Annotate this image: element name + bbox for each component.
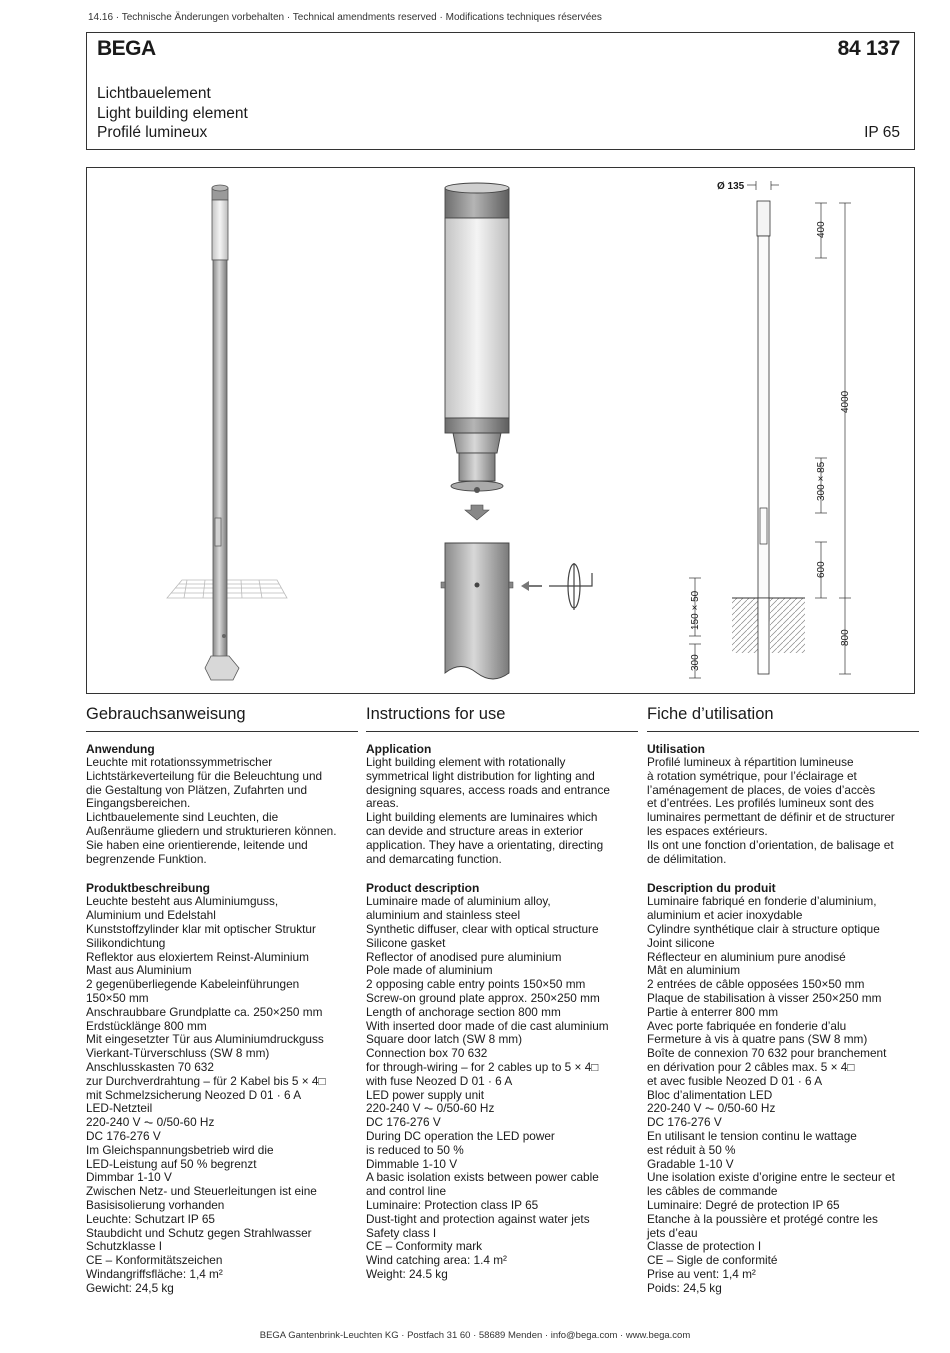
section-title: Description du produit — [647, 881, 776, 896]
text-line: symmetrical light distribution for lighting and — [366, 768, 595, 783]
text-line: Anschlusskasten 70 632 — [86, 1059, 214, 1074]
text-line: Mât en aluminium — [647, 963, 741, 978]
text-line: Gewicht: 24,5 kg — [86, 1280, 174, 1295]
text-line: begrenzende Funktion. — [86, 851, 207, 866]
text-line: Luminaire made of aluminium alloy, — [366, 894, 551, 909]
text-line: Im Gleichspannungsbetrieb wird die — [86, 1142, 274, 1157]
text-line: 220-240 V ⏦ 0/50-60 Hz — [366, 1101, 495, 1116]
text-line: designing squares, access roads and entrance — [366, 782, 610, 797]
text-line: Connection box 70 632 — [366, 1046, 488, 1061]
text-line: 2 gegenüberliegende Kabeleinführungen — [86, 977, 300, 992]
text-line: est réduit à 50 % — [647, 1142, 736, 1157]
text-line: de délimitation. — [647, 851, 727, 866]
text-line: zur Durchverdrahtung – für 2 Kabel bis 5 × 4□ — [86, 1073, 326, 1088]
column-heading: Fiche d’utilisation — [647, 705, 919, 732]
text-line: Wind catching area: 1.4 m² — [366, 1253, 507, 1268]
text-line: Boîte de connexion 70 632 pour branchement — [647, 1046, 887, 1061]
text-line: A basic isolation exists between power cable — [366, 1170, 599, 1185]
text-line: can devide and structure areas in exterior — [366, 823, 584, 838]
text-line: En utilisant le tension continu le wattage — [647, 1128, 857, 1143]
text-line: Luminaire: Protection class IP 65 — [366, 1197, 539, 1212]
text-line: Length of anchorage section 800 mm — [366, 1004, 561, 1019]
text-line: Leuchte besteht aus Aluminiumguss, — [86, 894, 279, 909]
text-line: Erdstücklänge 800 mm — [86, 1018, 207, 1033]
text-line: for through-wiring – for 2 cables up to 5 × 4□ — [366, 1059, 599, 1074]
text-line: Weight: 24.5 kg — [366, 1266, 448, 1281]
text-line: Anschraubbare Grundplatte ca. 250×250 mm — [86, 1004, 323, 1019]
luminaire-head-detail — [445, 183, 509, 520]
dim-400: 400 — [816, 221, 827, 238]
dim-300: 300 — [690, 654, 701, 671]
text-line: Réflecteur en aluminium pure anodisé — [647, 949, 846, 964]
product-header — [86, 32, 915, 150]
text-line: die Gestaltung von Plätzen, Zufahrten und — [86, 782, 308, 797]
text-line: Joint silicone — [647, 935, 715, 950]
text-line: CE – Sigle de conformité — [647, 1253, 778, 1268]
text-line: les câbles de commande — [647, 1184, 778, 1199]
text-line: Dimmbar 1-10 V — [86, 1170, 172, 1185]
section-body — [86, 895, 358, 1295]
text-line: Basisisolierung vorhanden — [86, 1197, 225, 1212]
text-line: jets d’eau — [647, 1225, 698, 1240]
dim-150x50: 150 × 50 — [690, 590, 701, 630]
text-line: Luminaire fabriqué en fonderie d’aluminium, — [647, 894, 877, 909]
text-line: Staubdicht und Schutz gegen Strahlwasser — [86, 1225, 312, 1240]
text-line: à rotation symétrique, pour l’éclairage et — [647, 768, 857, 783]
text-line: Une isolation existe d’origine entre le secteur et — [647, 1170, 895, 1185]
text-line: et avec fusible Neozed D 01 · 6 A — [647, 1073, 823, 1088]
text-line: and control line — [366, 1184, 447, 1199]
text-line: mit Schmelzsicherung Neozed D 01 · 6 A — [86, 1087, 302, 1102]
section-body — [366, 756, 638, 866]
text-line: Zwischen Netz- und Steuerleitungen ist eine — [86, 1184, 317, 1199]
text-line: Light building elements are luminaires which — [366, 810, 598, 825]
section-title: Application — [366, 742, 432, 756]
text-line: Windangriffsfläche: 1,4 m² — [86, 1266, 223, 1281]
product-name-en: Light building element — [97, 105, 248, 122]
text-line: Avec porte fabriquée en fonderie d’alu — [647, 1018, 847, 1033]
text-line: Reflector of anodised pure aluminium — [366, 949, 562, 964]
text-line: Mast aus Aluminium — [86, 963, 192, 978]
text-line: Synthetic diffuser, clear with optical structure — [366, 921, 599, 936]
text-line: DC 176-276 V — [647, 1115, 722, 1130]
drawing-canvas — [87, 168, 916, 695]
text-line: Bloc d’alimentation LED — [647, 1087, 773, 1102]
technical-drawing — [86, 167, 915, 694]
text-line: Plaque de stabilisation à visser 250×250 mm — [647, 990, 882, 1005]
text-line: CE – Conformity mark — [366, 1239, 483, 1254]
text-line: Luminaire: Degré de protection IP 65 — [647, 1197, 840, 1212]
text-line: Leuchte mit rotationssymmetrischer — [86, 755, 273, 769]
text-line: Sie haben eine orientierende, leitende und — [86, 837, 308, 852]
text-line: Mit eingesetzter Tür aus Aluminiumdruckguss — [86, 1032, 324, 1047]
text-line: Poids: 24,5 kg — [647, 1280, 722, 1295]
text-line: 220-240 V ⏦ 0/50-60 Hz — [86, 1115, 215, 1130]
square-key-tool — [549, 563, 592, 610]
text-line: with fuse Neozed D 01 · 6 A — [366, 1073, 513, 1088]
text-line: LED-Leistung auf 50 % begrenzt — [86, 1156, 257, 1171]
text-line: Prise au vent: 1,4 m² — [647, 1266, 756, 1281]
text-line: Partie à enterrer 800 mm — [647, 1004, 779, 1019]
text-line: Silicone gasket — [366, 935, 446, 950]
brand-name: BEGA — [97, 37, 156, 60]
perspective-pole — [167, 185, 287, 680]
text-line: les espaces extérieurs. — [647, 823, 768, 838]
section-title: Produktbeschreibung — [86, 881, 211, 896]
text-line: Silikondichtung — [86, 935, 166, 950]
column-english — [366, 705, 638, 1282]
dimension-drawing — [689, 181, 851, 678]
text-line: Classe de protection I — [647, 1239, 762, 1254]
text-line: With inserted door made of die cast aluminium — [366, 1018, 609, 1033]
text-line: aluminium et acier inoxydable — [647, 908, 803, 923]
section-body — [647, 756, 919, 866]
product-name-de: Lichtbauelement — [97, 85, 211, 102]
text-line: aluminium and stainless steel — [366, 908, 521, 923]
dim-diameter: Ø 135 — [717, 181, 745, 192]
text-line: Aluminium und Edelstahl — [86, 908, 216, 923]
text-line: Außenräume gliedern und strukturieren können. — [86, 823, 337, 838]
text-line: Dimmable 1-10 V — [366, 1156, 458, 1171]
text-line: application. They have a orientating, directing — [366, 837, 604, 852]
text-line: Dust-tight and protection against water jets — [366, 1211, 590, 1226]
text-line: Safety class I — [366, 1225, 437, 1240]
amendments-notice: 14.16 · Technische Änderungen vorbehalten · Technical amendments reserved · Modifications techniques réservées — [88, 12, 602, 23]
text-line: Screw-on ground plate approx. 250×250 mm — [366, 990, 600, 1005]
text-line: 150×50 mm — [86, 990, 149, 1005]
section-body — [366, 895, 638, 1281]
text-line: Cylindre synthétique clair à structure optique — [647, 921, 880, 936]
section-body — [647, 895, 919, 1295]
text-line: Etanche à la poussière et protégé contre les — [647, 1211, 878, 1226]
text-line: Kunststoffzylinder klar mit optischer Struktur — [86, 921, 316, 936]
text-line: Reflektor aus eloxiertem Reinst-Aluminium — [86, 949, 309, 964]
text-line: Light building element with rotationally — [366, 755, 566, 769]
column-heading: Instructions for use — [366, 705, 638, 732]
text-line: During DC operation the LED power — [366, 1128, 555, 1143]
pole-section-detail — [441, 543, 592, 679]
text-line: LED-Netzteil — [86, 1101, 153, 1116]
text-line: DC 176-276 V — [366, 1115, 441, 1130]
text-line: CE – Konformitätszeichen — [86, 1253, 223, 1268]
text-line: 220-240 V ⏦ 0/50-60 Hz — [647, 1101, 776, 1116]
text-line: Ils ont une fonction d’orientation, de balisage et — [647, 837, 894, 852]
dim-300x85: 300 × 85 — [816, 461, 827, 501]
text-line: Leuchte: Schutzart IP 65 — [86, 1211, 215, 1226]
company-footer: BEGA Gantenbrink-Leuchten KG · Postfach 31 60 · 58689 Menden · info@bega.com · www.bega.com — [259, 1330, 691, 1341]
dim-800: 800 — [840, 629, 851, 646]
column-german — [86, 705, 358, 1295]
article-number: 84 137 — [837, 37, 900, 60]
section-title: Anwendung — [86, 742, 155, 756]
text-line: Eingangsbereichen. — [86, 796, 191, 811]
text-line: Profilé lumineux à répartition lumineuse — [647, 755, 854, 769]
section-title: Utilisation — [647, 742, 706, 756]
text-line: and demarcating function. — [366, 851, 502, 866]
text-line: areas. — [366, 796, 399, 811]
text-line: et d’entrées. Les profilés lumineux sont des — [647, 796, 874, 811]
column-french — [647, 705, 919, 1295]
text-line: LED power supply unit — [366, 1087, 485, 1102]
text-line: Vierkant-Türverschluss (SW 8 mm) — [86, 1046, 270, 1061]
text-line: en dérivation pour 2 câbles max. 5 × 4□ — [647, 1059, 855, 1074]
text-line: Square door latch (SW 8 mm) — [366, 1032, 523, 1047]
text-line: luminaires permettant de définir et de structurer — [647, 810, 895, 825]
product-name-fr: Profilé lumineux — [97, 124, 208, 141]
section-body — [86, 756, 358, 866]
protection-class: IP 65 — [864, 124, 900, 141]
text-line: DC 176-276 V — [86, 1128, 161, 1143]
text-line: is reduced to 50 % — [366, 1142, 464, 1157]
text-line: Lichtstärkeverteilung für die Beleuchtung und — [86, 768, 323, 783]
text-line: Pole made of aluminium — [366, 963, 493, 978]
dim-600: 600 — [816, 561, 827, 578]
text-line: Gradable 1-10 V — [647, 1156, 734, 1171]
text-line: Schutzklasse I — [86, 1239, 163, 1254]
text-line: l’aménagement de places, de voies d’accès — [647, 782, 876, 797]
dim-4000: 4000 — [840, 390, 851, 413]
text-line: Fermeture à vis à quatre pans (SW 8 mm) — [647, 1032, 868, 1047]
text-line: Lichtbauelemente sind Leuchten, die — [86, 810, 279, 825]
column-heading: Gebrauchsanweisung — [86, 705, 358, 732]
text-line: 2 opposing cable entry points 150×50 mm — [366, 977, 586, 992]
text-line: 2 entrées de câble opposées 150×50 mm — [647, 977, 865, 992]
section-title: Product description — [366, 881, 480, 896]
